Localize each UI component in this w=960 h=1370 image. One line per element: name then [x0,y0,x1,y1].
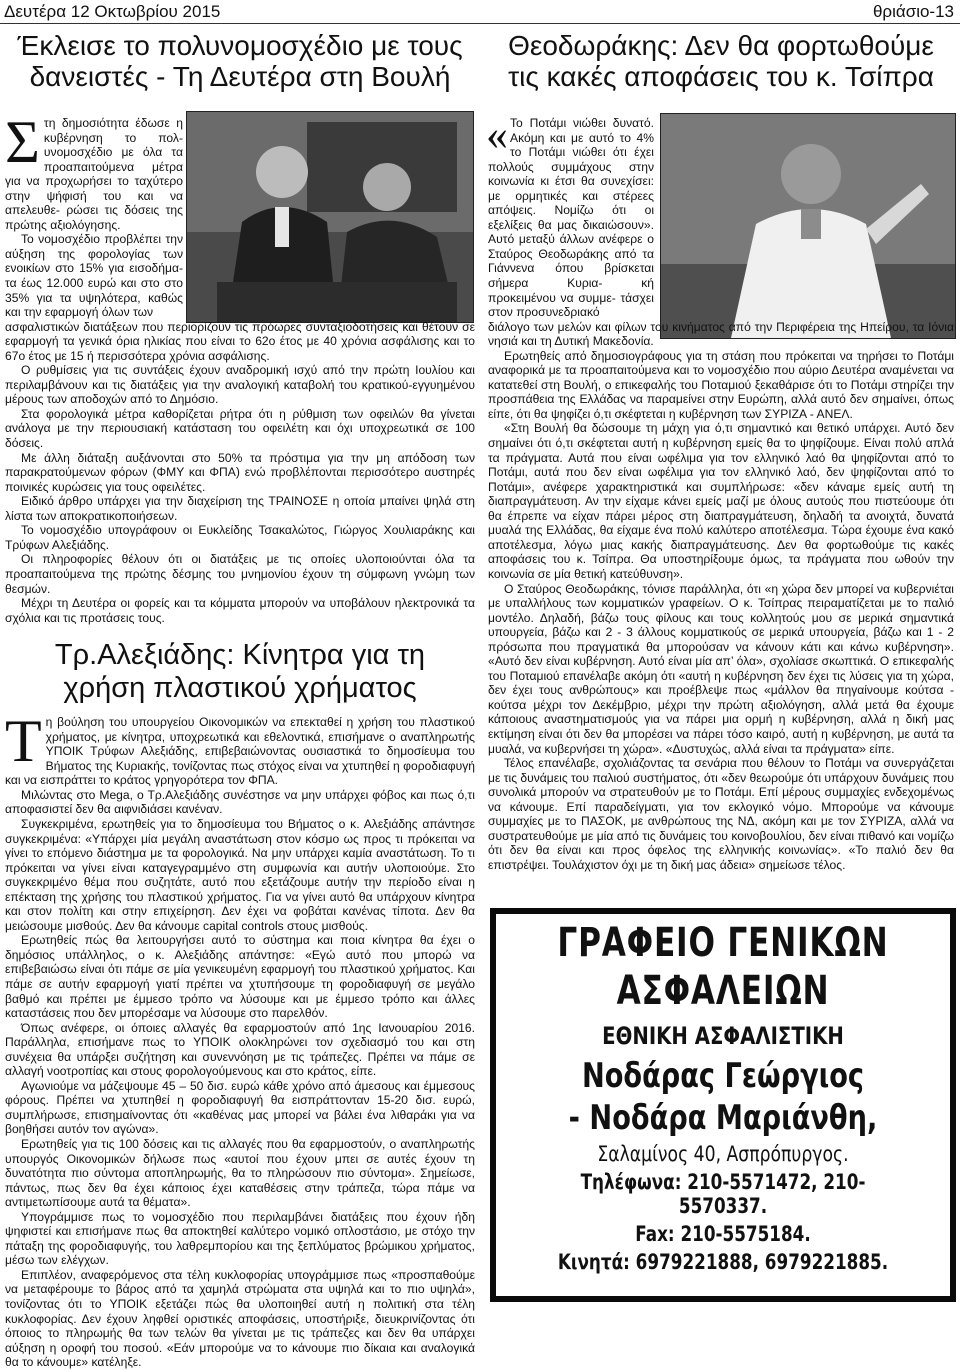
advert-phone: Τηλέφωνα: 210-5571472, 210-5570337. [580,1170,866,1218]
advert-name: Νοδάρας Γεώργιος [581,1056,865,1096]
body-paragraph: Ο Σταύρος Θεοδωράκης, τόνισε παράλληλα, ότι «η χώρα δεν μπορεί να κυβερνιέται με υπαλλήλους των κομματικών γραφείων. Ο κ. Τσίπρας πειραματίζεται με το παλιό μοντέλο. Δηλαδή, βάζω τους φίλους και τους κολλητούς μου σε μερικά σημαντικά υπουργεία, βάζω και 2 - 3 άλλους κομματικούς σε μερικά υπουργεία, βάζω και 1 - 2 πρόσωπα που πραγματικά θα μπορούσαν να κάνουν κάτι και κάνω κυβέρνηση». «Αυτό δεν είναι κυβέρνηση. Αυτό είναι μία απ’ όλα», σχολίασε σκωπτικά. Ο επικεφαλής του Ποταμιού επανέλαβε ακόμη ότι «αυτή η κυβέρνηση δεν έχει τις λύσεις για τη χώρα, δεν έχει τους ανθρώπους» και προέβλεψε πως «μάλλον θα πηγαίνουμε κούτσα - κούτσα μέχρι τον Δεκέμβριο, μέχρι την πρώτη αξιολόγηση, αλλά μετά θα έχουμε κάποιους αναστηματισμούς για να πάρει μια ορμή η κυβέρνηση, αλλά η δική μας εκτίμηση είναι ότι δεν θα μπορέσει να πάρει τόσο καιρό, αυτή η κυβέρνηση, με αυτά τα μυαλά, να κυβερνήσει τη χώρα». «Δυστυχώς, αλλά είναι τα πράγματα» είπε. [488,581,954,756]
body-paragraph: Επιπλέον, αναφερόμενος στα τέλη κυκλοφορίας υπογράμμισε πως «προσπαθούμε να μεταφέρουμε το βάρος από τα χαμηλά στρώματα στα υψηλά και το πιο υψηλά», τονίζοντας ότι το ΥΠΟΙΚ εξετάζει πώς θα υλοποιηθεί αυτή η πολιτική στα τέλη κυκλοφορίας. Δεν έχουν ληφθεί οριστικές αποφάσεις, υποστήριξε, διευκρινίζοντας ότι όποιος το πληρωμής θα των τελών θα γίνεται με τις τράπεζες και δεν θα υπάρχει αύξηση η οροφή του ποσού. «Εάν μπορούμε να το κάνουμε πιο δίκαια και αναλογικά θα το κάνουμε» κατέληξε. [5,1267,475,1370]
body-paragraph: Τέλος επανέλαβε, σχολιάζοντας τα σενάρια που θέλουν το Ποτάμι να συνεργάζεται με τις δυνάμεις του παλιού συστήματος, ότι «δεν θεωρούμε ότι υπάρχουν δυνάμεις που συνολικά μπορούν να στρατευθούν με το Ποτάμι. Επί μέρους συμμαχίες ενδεχομένως να κάνουμε. Επί παραδείγματι, για τον εκλογικό νόμο. Μπορούμε να κάνουμε συμμαχίες με το ΠΑΣΟΚ, με ανθρώπους της ΝΔ, ακόμη και με τον ΣΥΡΙΖΑ, αλλά να συστρατευθούμε με μία από τις δυνάμεις του κοινοβουλίου, δεν είναι πιθανό και νομίζω ότι δεν θα είναι και προς όφελος της ελληνικής κοινωνίας». «Το παλιό δεν θα επιστρέψει. Τουλάχιστον όχι με τη δική μας άδεια» σημείωσε τέλος. [488,756,954,872]
body-paragraph: ασφαλιστικών διατάξεων που περιορίζουν τις πρόωρες συνταξιοδοτήσεις και θέτουν σε εφαρμογή τα γενικά όρια ηλικίας που είναι το 62ο έτος με 40 χρόνια ασφάλισης και το 67ο έτος με 15 ή περισσότερα χρόνια ασφάλισης. [5,319,475,363]
advert-title: ΑΣΦΑΛΕΙΩΝ [616,968,830,1014]
left-body [5,109,475,1370]
advert-mobile: Κινητά: 6979221888, 6979221885. [557,1250,889,1274]
insurance-advert [490,908,956,1302]
body-paragraph: Στα φορολογικά μέτρα καθορίζεται ρήτρα ότι η ρύθμιση των οφειλών θα γίνεται ανάλογα με την περιουσιακή κατάσταση του οφειλέτη και όχι υποχρεωτικά σε 100 δόσεις. [5,406,475,451]
body-paragraph: Ερωτηθείς από δημοσιογράφους για τη στάση που πρόκειται να τηρήσει το Ποτάμι αναφορικά με τα προαπαιτούμενα και το νομοσχέδιο που αύριο Δευτέρα αναμένεται να κατατεθεί στη Βουλή, ο επικεφαλής του Ποταμιού ξεκαθάρισε ότι το Ποτάμι στηρίζει την προσπάθεια της Ελλάδας να παραμείνει στην Ευρώπη, αλλά αυτό δεν σημαίνει, όπως είπε, ότι θα ψηφίζει ό,τι σκέφτεται η κυβέρνηση των ΣΥΡΙΖΑ - ΑΝΕΛ. [488,348,954,421]
body-paragraph: Όπως ανέφερε, οι όποιες αλλαγές θα εφαρμοστούν από 1ης Ιανουαρίου 2016. Παράλληλα, επισήμανε πως το ΥΠΟΙΚ ολοκληρώνει τον σχεδιασμό του και στη συνέχεια θα υπάρξει συζήτηση και συνεννόηση με τις τράπεζες. Πρέπει να πάμε σε αλλαγή νοοτροπίας και στους φορολογούμενους και στο κράτος, είπε. [5,1020,475,1079]
issue-date: Δευτέρα 12 Οκτωβρίου 2015 [4,2,221,21]
left-headline: Έκλεισε το πολυνομοσχέδιο με τους δανειστές - Τη Δευτέρα στη Βουλή [17,30,463,92]
body-paragraph: Αγωνιούμε να μάζεψουμε 45 – 50 δισ. ευρώ κάθε χρόνο από άμεσους και έμμεσους φόρους. Πρέπει να χτυπηθεί η φοροδιαφυγή θα εισπράττονταν 15-20 δισ. ευρώ, συμπλήρωσε, επισημαίνοντας ότι «καθένας μας μπορεί να βάλει ένα λιθαράκι για να βοηθήσει αυτόν τον αγώνα». [5,1078,475,1137]
intro-paragraph: « Το Ποτάμι νιώθει δυνατό. Ακόμη και με αυτό το 4% το Ποτάμι νιώθει ότι έχει πολλούς συμμάχους στην κοινωνία κι έτσι θα συνεχίσει: με ορμητικές και στέρεες απόψεις. Νομίζω ότι οι εξελίξεις θα μας δικαιώσουν». Αυτό μεταξύ άλλων ανέφερε ο Σταύρος Θεοδωράκης από τα Γιάννενα όπου βρίσκεται σήμερα Κυρια- κή προκειμένου να συμμε- τάσχει στον προσυνεδριακό [486,110,654,320]
body-paragraph: διάλογο των μελών και φίλων του κινήματος από την Περιφέρεια της Ηπείρου, τα Ιόνια νησιά και τη Δυτική Μακεδονία. [488,319,954,349]
sub-intro-paragraph: Τ η βούληση του υπουργείου Οικονομικών να επεκταθεί η χρήση του πλαστικού χρήματος, με κίνητρα, υποχρεωτικά και εθελοντικά, επισήμανε ο αναπληρωτής ΥΠΟΙΚ Τρύφων Αλεξιάδης, επιβεβαιώνοντας ουσιαστικά το δημοσίευμα του Βήματος της Κυριακής, τονίζοντας πως στόχος είναι να χτυπηθεί η φοροδιαφυγή και να εισπράττει το κράτος γρηγορότερα τον ΦΠΑ. [5,708,475,788]
right-headline: Θεοδωράκης: Δεν θα φορτωθούμε τις κακές αποφάσεις του κ. Τσίπρα [508,30,934,92]
body-paragraph: Ο ρυθμίσεις για τις συντάξεις έχουν αναδρομική ισχύ από την πρώτη Ιουλίου και περιλαμβάνουν και τις διατάξεις για την αναλογική καταβολή του κρατικού-εγγυημένου μέρους των αποδοχών από το Δημόσιο. [5,363,475,407]
intro-paragraph: Σ τη δημοσιότητα έδωσε η κυβέρνηση το πολ- υνομοσχέδιο με όλα τα προαπαιτούμενα μέτρα για να προχωρήσει το ταχύτερο στην ψήφισή του και να απελευθε- ρώσει τις δόσεις της πρώτης αξιολόγησης. [5,109,183,232]
right-article [486,30,954,872]
body-paragraph: Το νομοσχέδιο υπογράφουν οι Ευκλείδης Τσακαλώτος, Γιώργος Χουλιαράκης και Τρύφων Αλεξιάδης. [5,523,475,552]
advert-fax: Fax: 210-5575184. [635,1222,811,1246]
right-body [486,110,954,872]
advert-company: ΕΘΝΙΚΗ ΑΣΦΑΛΙΣΤΙΚΗ [602,1022,844,1050]
page-number: θριάσιο-13 [872,2,954,21]
body-paragraph: Μέχρι τη Δευτέρα οι φορείς και τα κόμματα μπορούν να υποβάλουν ηλεκτρονικά τα σχόλια και τις προτάσεις τους. [5,596,475,625]
quote-mark: « [486,110,508,159]
drop-cap: Τ [5,708,42,775]
page-header [0,0,960,26]
advert-title: ΓΡΑΦΕΙΟ ΓΕΝΙΚΩΝ [557,920,889,966]
advert-content [496,914,950,1296]
header-rule [0,23,960,24]
body-paragraph: Το νομοσχέδιο προβλέπει την αύξηση της φορολογίας των ενοικίων στο 15% για εισοδήμα- τα έως 12.000 ευρώ και στο στο 35% για τα υψηλότερα, καθώς και την εφαρμογή όλων των [5,232,183,320]
body-paragraph: Οι πληροφορίες θέλουν ότι οι διατάξεις με τις οποίες υλοποιούνται όλα τα προαπαιτούμενα της πρώτης δέσμης του μνημονίου έχουν τη σύμφωνη γνώμη των θεσμών. [5,552,475,596]
sub-headline: Τρ.Αλεξιάδης: Κίνητρα για τη χρήση πλαστικού χρήματος [54,639,426,705]
body-paragraph: Συγκεκριμένα, ερωτηθείς για το δημοσίευμα του Βήματος ο κ. Αλεξιάδης απάντησε συγκεκριμένα: «Υπάρχει μία μεγάλη αναστάτωση στον κόσμο ως προς τι πρόκειται να γίνει το επόμενο διάστημα με τα φορολογικά. Να μην υπάρχει καμία αναστάτωση. Το τι πρόκειται να γίνει είναι καταγεγραμμένο στη συμφωνία και αυτήν υλοποιούμε. Στο συγκεκριμένο θέμα που συζητάτε, αυτό που εξετάζουμε αυτήν την περίοδο είναι η επέκταση της χρήσης του πλαστικού χρήματος. Για να γίνει αυτό θα υπάρχουν κίνητρα και στον πολίτη και στην επιχείρηση. Δεν έχει να φοβάται κανένας τίποτα. Δεν θα μειώσουμε μισθούς. Δεν θα κάνουμε capital controls στους μισθούς. [5,816,475,933]
body-paragraph: Με άλλη διάταξη αυξάνονται στο 50% τα πρόστιμα για την μη απόδοση των παρακρατούμενων φόρων (ΦΜΥ και ΦΠΑ) ενώ προβλέπονται περισσότερο αυστηρές ποινικές κυρώσεις για τους οφειλέτες. [5,450,475,494]
body-paragraph: Μιλώντας στο Mega, ο Τρ.Αλεξιάδης συνέστησε να μην υπάρχει φόβος και πως ό,τι αποφασιστεί δεν θα αιφνιδιάσει κανέναν. [5,787,475,817]
body-paragraph: Ερωτηθείς πώς θα λειτουργήσει αυτό το σύστημα και ποια κίνητρα θα έχει ο δημόσιος υπάλληλος, ο κ. Αλεξιάδης απάντησε: «Εγώ αυτό που μπορώ να επιβεβαιώσω είναι ότι πάμε σε μία γενικευμένη εφαρμογή του πλαστικού χρήματος. Και πάμε σε αυτήν εφαρμογή γιατί πρέπει να χτυπήσουμε τη φοροδιαφυγή σε μεγάλο βαθμό και πρέπει με έμμεσο τρόπο να λύσουμε και με έμμεσο τρόπο και άλλες καταστάσεις που δεν μπορέσαμε να λύσουμε στο παρελθόν. [5,933,475,1021]
advert-name: - Νοδάρα Μαριάνθη, [568,1098,878,1138]
body-paragraph: Υπογράμμισε πως το νομοσχέδιο που περιλαμβάνει διατάξεις που έχουν ήδη ψηφιστεί και επισήμανε πως θα αποκτηθεί καλύτερο νομικό οπλοστάσιο, με στόχο την πάταξη της φοροδιαφυγής, του λαθρεμπορίου και της ξεπλύματος βρώμικου χρήματος, μέσω των ελέγχων. [5,1209,475,1268]
body-paragraph: «Στη Βουλή θα δώσουμε τη μάχη για ό,τι σημαντικό και θετικό υπάρχει. Αυτό δεν σημαίνει ότι ό,τι σκέφτεται αυτή η κυβέρνηση εμείς θα το ψηφίζουμε. Είναι πολύ απλά τα πράγματα. Αυτά που είναι ωφέλιμα για τον ελληνικό λαό θα ψηφίζονται από το Ποτάμι, αυτά που δεν είναι ωφέλιμα για τον ελληνικό λαό, δεν ψηφίζονται από το Ποτάμι», ανέφερε χαρακτηριστικά και συμπλήρωσε: «δεν κάναμε εμείς αυτή τη διαπραγμάτευση. Αν την είχαμε κάνει εμείς μαζί με όλους αυτούς που πιστεύουμε ότι θα έπρεπε να είχαν πάρει μέρος στη διαπραγμάτευση, δηλαδή τα ανοιχτά, δυνατά μυαλά της Ελλάδας, θα είχαμε ένα πολύ καλύτερο αποτέλεσμα. Τώρα έχουμε ένα κακό αποτέλεσμα, λόγω μιας κακής διαπραγμάτευσης. Δεν θα φορτωθούμε τις κακές αποφάσεις του κ. Τσίπρα. Θα υποστηρίξουμε όμως, τα πράγματα που ωθούν την κοινωνία σε μία θετική κατεύθυνση». [488,421,954,581]
body-paragraph: Ερωτηθείς για τις 100 δόσεις και τις αλλαγές που θα εφαρμοστούν, ο αναπληρωτής υπουργός Οικονομικών δήλωσε πως «αυτοί που έχουν μπει σε αυτές έχουν τη δυνατότητα πιο σύντομα αποπληρωμής, θα το πληρώσουν πιο σύντομα». Σημείωσε, πάντως, πως δεν θα έχει κάποιος έχει καταθέσεις στην τράπεζα, τώρα πάμε να αντιμετωπίσουμε αυτά τα θέματα». [5,1137,475,1210]
left-article [5,30,475,1370]
drop-cap: Σ [5,109,40,175]
advert-address: Σαλαμίνος 40, Ασπρόπυργος. [597,1142,849,1166]
body-paragraph: Ειδικό άρθρο υπάρχει για την διαχείριση της ΤΡΑΙΝΟΣΕ η οποία μπαίνει ψηλά στη λίστα των αποκρατικοποιήσεων. [5,494,475,523]
